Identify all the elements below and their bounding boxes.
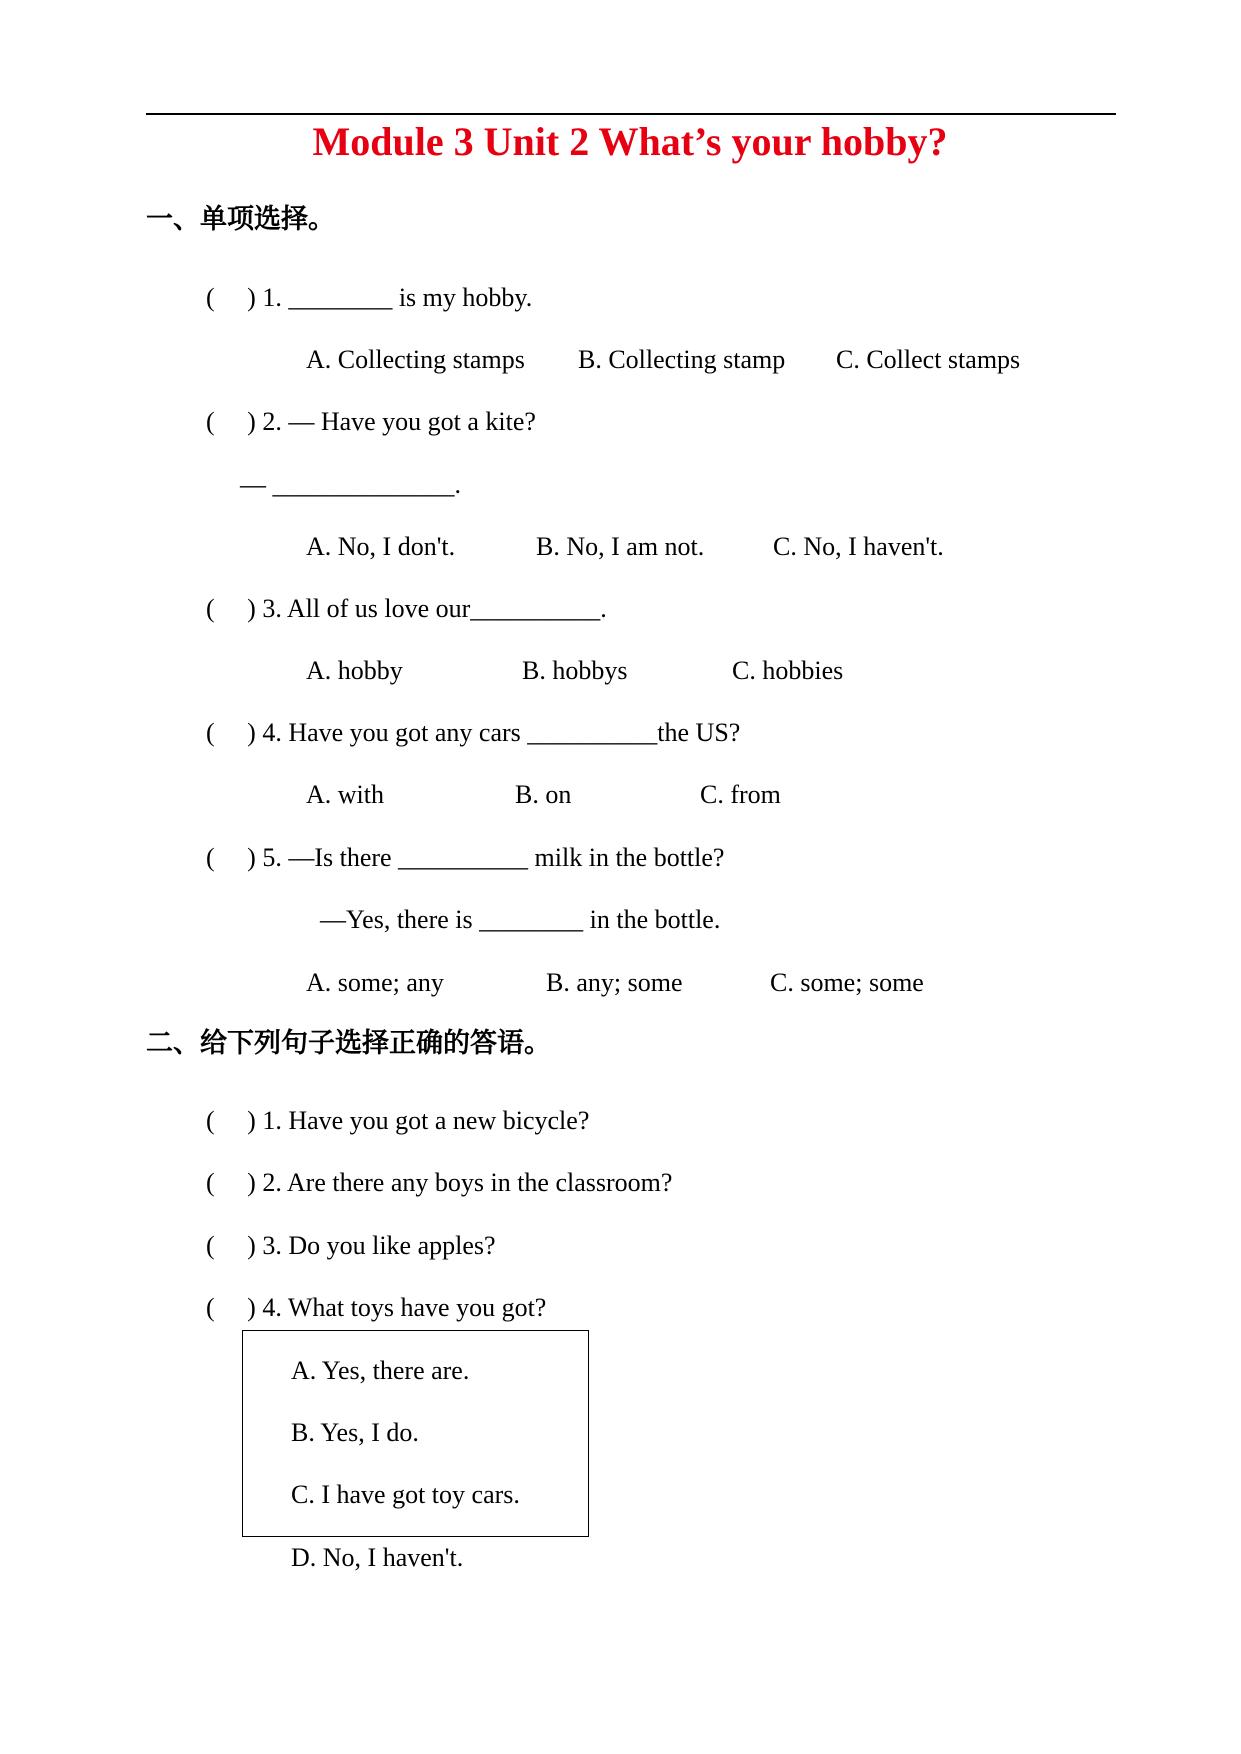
question-2-stem: ( ) 2. — Have you got a kite? bbox=[206, 407, 536, 436]
answer-option-a: A. Yes, there are. bbox=[291, 1356, 470, 1385]
answer-option-d: D. No, I haven't. bbox=[291, 1543, 464, 1572]
question-1-option-a: A. Collecting stamps bbox=[306, 345, 525, 374]
question-5-option-a: A. some; any bbox=[306, 968, 444, 997]
answer-option-b: B. Yes, I do. bbox=[291, 1418, 419, 1447]
question-2-option-c: C. No, I haven't. bbox=[773, 532, 944, 561]
question-3-option-b: B. hobbys bbox=[522, 656, 628, 685]
section-2-heading: 二、给下列句子选择正确的答语。 bbox=[146, 1028, 551, 1059]
question-5-option-b: B. any; some bbox=[546, 968, 683, 997]
question-5-option-c: C. some; some bbox=[770, 968, 924, 997]
match-question-1: ( ) 1. Have you got a new bicycle? bbox=[206, 1106, 590, 1135]
answer-option-c: C. I have got toy cars. bbox=[291, 1480, 520, 1509]
question-1-option-c: C. Collect stamps bbox=[836, 345, 1021, 374]
question-1-option-b: B. Collecting stamp bbox=[578, 345, 786, 374]
question-4-option-c: C. from bbox=[700, 780, 781, 809]
question-2-option-b: B. No, I am not. bbox=[536, 532, 705, 561]
question-4-option-b: B. on bbox=[515, 780, 572, 809]
match-question-3: ( ) 3. Do you like apples? bbox=[206, 1231, 496, 1260]
page-title: Module 3 Unit 2 What’s your hobby? bbox=[312, 119, 948, 164]
question-3-option-c: C. hobbies bbox=[732, 656, 844, 685]
question-4-stem: ( ) 4. Have you got any cars __________the US? bbox=[206, 718, 741, 747]
question-2-option-a: A. No, I don't. bbox=[306, 532, 456, 561]
question-5-stem: ( ) 5. —Is there __________ milk in the bottle? bbox=[206, 843, 725, 872]
question-3-stem: ( ) 3. All of us love our__________. bbox=[206, 594, 607, 623]
question-3-option-a: A. hobby bbox=[306, 656, 403, 685]
section-1-heading: 一、单项选择。 bbox=[146, 204, 335, 235]
top-rule bbox=[146, 113, 1116, 115]
question-1-stem: ( ) 1. ________ is my hobby. bbox=[206, 283, 533, 312]
question-4-option-a: A. with bbox=[306, 780, 384, 809]
match-question-4: ( ) 4. What toys have you got? bbox=[206, 1293, 547, 1322]
question-2-reply: — ______________. bbox=[240, 470, 461, 499]
match-question-2: ( ) 2. Are there any boys in the classroom? bbox=[206, 1168, 673, 1197]
question-5-reply: —Yes, there is ________ in the bottle. bbox=[320, 905, 721, 934]
